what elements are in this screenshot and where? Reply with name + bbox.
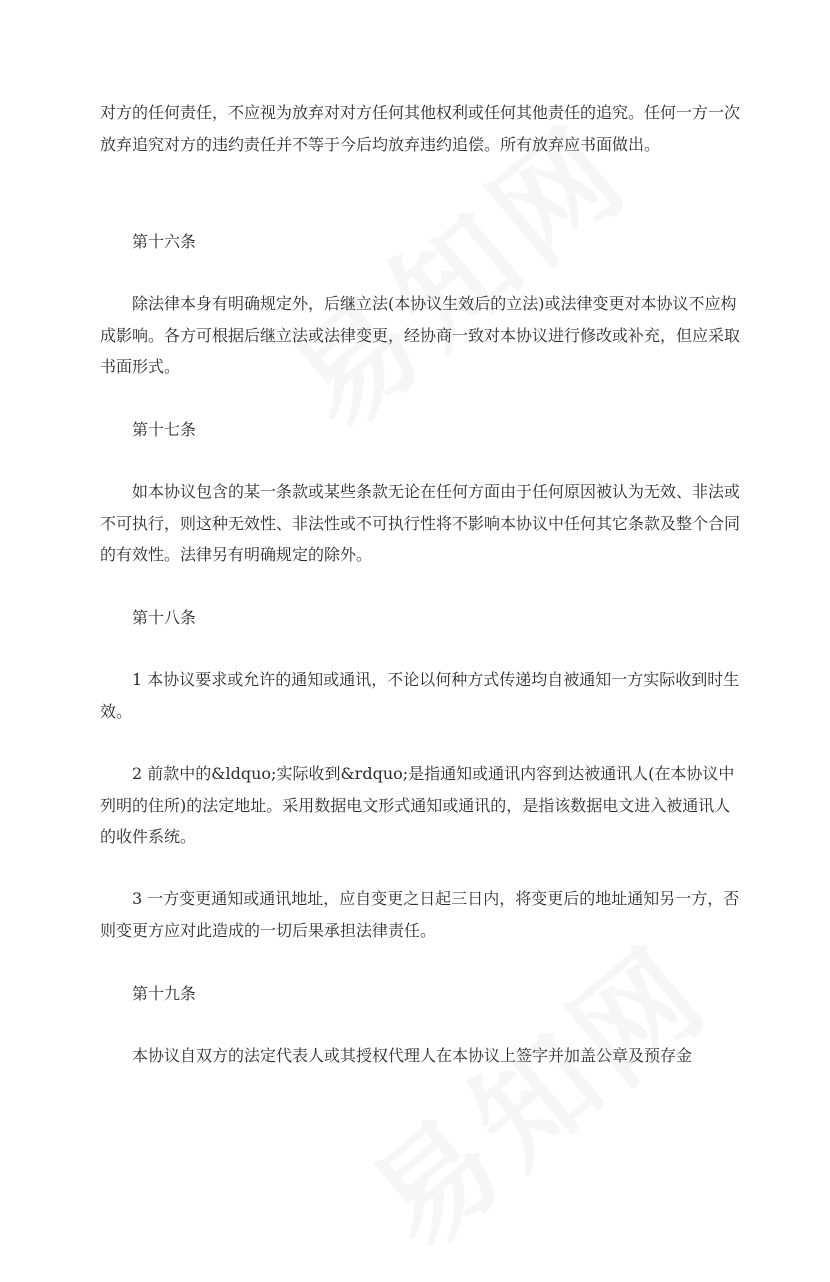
article-18-clause-3: 3 一方变更通知或通讯地址，应自变更之日起三日内，将变更后的地址通知另一方，否则变更方应对此造成的一切后果承担法律责任。 [100,889,740,940]
article-17-heading: 第十七条 [132,420,197,439]
article-19-paragraph: 本协议自双方的法定代表人或其授权代理人在本协议上签字并加盖公章及预存金 [132,1046,693,1065]
article-16-heading: 第十六条 [132,232,197,251]
paragraph-continuation: 对方的任何责任，不应视为放弃对对方任何其他权利或任何其他责任的追究。任何一方一次放弃追究对方的违约责任并不等于今后均放弃违约追偿。所有放弃应书面做出。 [100,103,741,154]
article-19-heading: 第十九条 [132,984,197,1003]
article-18-heading: 第十八条 [132,608,197,627]
article-16-paragraph: 除法律本身有明确规定外，后继立法(本协议生效后的立法)或法律变更对本协议不应构成影响。各方可根据后继立法或法律变更，经协商一致对本协议进行修改或补充，但应采取书面形式。 [100,294,741,376]
article-18-clause-2: 2 前款中的&ldquo;实际收到&rdquo;是指通知或通讯内容到达被通讯人(在本协议中列明的住所)的法定地址。采用数据电文形式通知或通讯的，是指该数据电文进入被通讯人的收件系统。 [100,764,735,846]
article-18-clause-1: 1 本协议要求或允许的通知或通讯，不论以何种方式传递均自被通知一方实际收到时生效。 [100,670,740,721]
watermark [330,899,739,1281]
article-17-paragraph: 如本协议包含的某一条款或某些条款无论在任何方面由于任何原因被认为无效、非法或不可执行，则这种无效性、非法性或不可执行性将不影响本协议中任何其它条款及整个合同的有效性。法律另有明确规定的除外。 [100,482,741,564]
